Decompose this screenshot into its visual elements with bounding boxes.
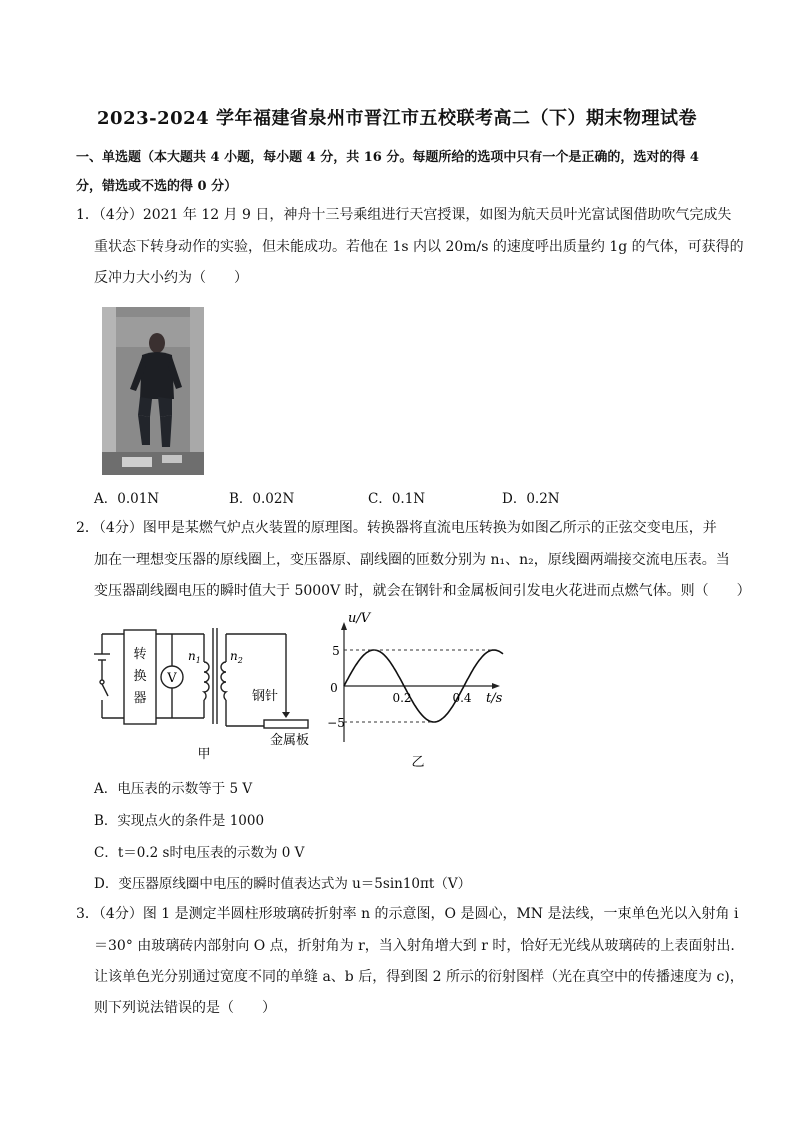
ignition-circuit-diagram xyxy=(92,618,332,766)
y-tick-label: −5 xyxy=(327,716,345,730)
steel-needle-label: 钢针 xyxy=(252,689,279,704)
q1-option-a[interactable]: A．0.01N xyxy=(94,491,160,507)
converter-label-1: 转 xyxy=(133,647,147,662)
question-3-line-1: 3．（4分）图 1 是测定半圆柱形玻璃砖折射率 n 的示意图，O 是圆心，MN 是法线，一束单色光以入射角 i xyxy=(76,906,739,922)
question-2-line-2: 加在一理想变压器的原线圈上，变压器原、副线圈的匝数分别为 n₁、n₂，原线圈两端接交流电压表。当 xyxy=(94,552,730,568)
q2-option-d[interactable]: D．变压器原线圈中电压的瞬时值表达式为 u＝5sin10πt（V） xyxy=(94,876,472,892)
q2-option-b[interactable]: B．实现点火的条件是 1000 xyxy=(94,813,265,829)
y-axis-label: u/V xyxy=(348,611,371,626)
converter-label-2: 换 xyxy=(133,669,147,684)
question-1-line-1: 1．（4分）2021 年 12 月 9 日，神舟十三号乘组进行天宫授课，如图为航天员叶光富试图借助吹气完成失 xyxy=(76,207,732,223)
x-tick-label: 0.2 xyxy=(392,691,412,705)
voltmeter-label: V xyxy=(167,671,177,686)
question-1-line-2: 重状态下转身动作的实验，但未能成功。若他在 1s 内以 20m/s 的速度呼出质量约 1g 的气体，可获得的 xyxy=(94,239,744,255)
figure-caption-jia: 甲 xyxy=(197,747,211,762)
n1-label: $n_1$ xyxy=(188,649,201,665)
question-3-line-2: ＝30° 由玻璃砖内部射向 O 点，折射角为 r，当入射角增大到 r 时，恰好无光线从玻璃砖的上表面射出. xyxy=(94,938,735,954)
y-tick-label: 5 xyxy=(332,644,340,658)
astronaut-photo xyxy=(102,307,204,475)
n2-label: $n_2$ xyxy=(230,649,243,665)
metal-plate-label: 金属板 xyxy=(270,733,310,748)
x-tick-label: 0.4 xyxy=(452,691,472,705)
converter-label-3: 器 xyxy=(133,691,147,706)
q1-option-b[interactable]: B．0.02N xyxy=(229,491,295,507)
question-2-line-1: 2．（4分）图甲是某燃气炉点火装置的原理图。转换器将直流电压转换为如图乙所示的正弦交变电压，并 xyxy=(76,520,717,536)
q1-option-c[interactable]: C．0.1N xyxy=(368,491,426,507)
q1-option-d[interactable]: D．0.2N xyxy=(502,491,560,507)
x-axis-label: t/s xyxy=(486,691,503,706)
voltage-sine-chart xyxy=(322,610,512,768)
question-2-line-3: 变压器副线圈电压的瞬时值大于 5000V 时，就会在钢针和金属板间引发电火花进而点燃气体。则（ ） xyxy=(94,583,751,599)
question-3-line-3: 让该单色光分别通过宽度不同的单缝 a、b 后，得到图 2 所示的衍射图样（光在真空中的传播速度为 c)， xyxy=(94,969,744,985)
question-1-line-3: 反冲力大小约为（ ） xyxy=(94,270,248,286)
x-axis-arrow xyxy=(492,683,500,689)
question-3-line-4: 则下列说法错误的是（ ） xyxy=(94,1000,276,1016)
y-axis-arrow xyxy=(341,622,347,630)
q2-option-a[interactable]: A．电压表的示数等于 5 V xyxy=(94,781,253,797)
section-heading: 一、单选题（本大题共 4 小题，每小题 4 分，共 16 分。每题所给的选项中只有一个是正确的，选对的得 4 分，错选或不选的得 0 分） xyxy=(76,150,699,194)
figure-caption-yi: 乙 xyxy=(411,755,425,768)
page-title: 2023-2024 学年福建省泉州市晋江市五校联考高二（下）期末物理试卷 xyxy=(97,108,697,129)
q2-option-c[interactable]: C．t＝0.2 s时电压表的示数为 0 V xyxy=(94,845,305,861)
origin-label: 0 xyxy=(330,681,338,695)
